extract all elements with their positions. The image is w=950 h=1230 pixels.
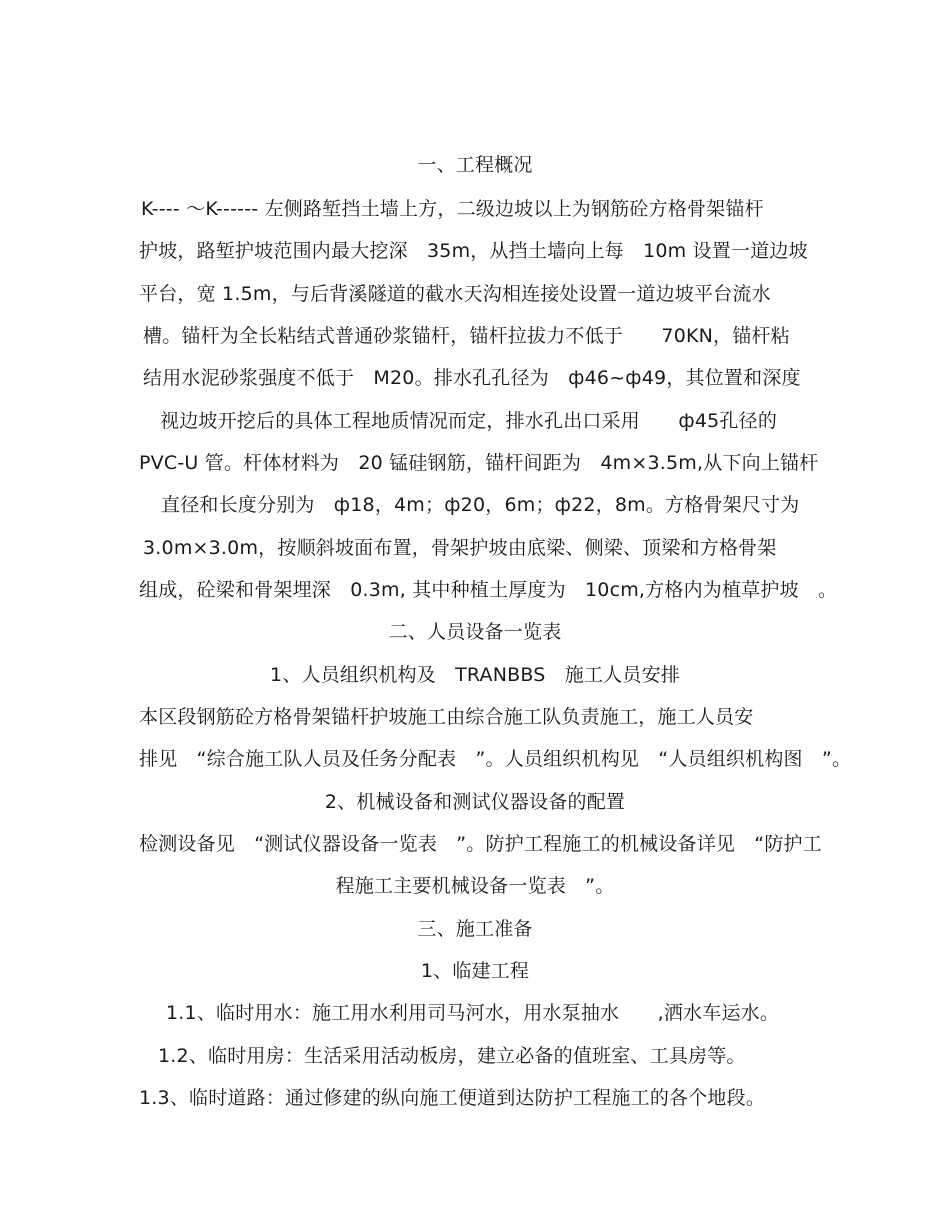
subheading-equipment: 2、机械设备和测试仪器设备的配置 bbox=[324, 791, 626, 813]
overview-line-9: 3.0m×3.0m，按顺斜坡面布置，骨架护坡由底梁、侧梁、顶梁和方格骨架 bbox=[143, 537, 777, 559]
temporary-housing-item: 1.2、临时用房：生活采用活动板房，建立必备的值班室、工具房等。 bbox=[158, 1045, 746, 1067]
overview-line-2: 护坡，路堑护坡范围内最大挖深 35m，从挡土墙向上每 10m 设置一道边坡 bbox=[139, 240, 808, 262]
section-heading-personnel: 二、人员设备一览表 bbox=[388, 621, 562, 643]
overview-line-5: 结用水泥砂浆强度不低于 M20。排水孔孔径为 ф46~ф49，其位置和深度 bbox=[143, 367, 801, 389]
overview-line-10: 组成，砼梁和骨架埋深 0.3m, 其中种植土厚度为 10cm,方格内为植草护坡 。 bbox=[139, 579, 838, 601]
subheading-temporary-works: 1、临建工程 bbox=[420, 960, 530, 982]
overview-line-8: 直径和长度分别为 ф18，4m；ф20，6m；ф22，8m。方格骨架尺寸为 bbox=[161, 494, 800, 516]
subheading-organization: 1、人员组织机构及 TRANBBS 施工人员安排 bbox=[270, 664, 680, 686]
equipment-line-1: 检测设备见 “测试仪器设备一览表 ”。防护工程施工的机械设备详见 “防护工 bbox=[139, 833, 822, 855]
section-heading-overview: 一、工程概况 bbox=[417, 154, 533, 176]
section-heading-preparation: 三、施工准备 bbox=[417, 918, 533, 940]
overview-line-3: 平台，宽 1.5m，与后背溪隧道的截水天沟相连接处设置一道边坡平台流水 bbox=[139, 283, 771, 305]
equipment-line-2: 程施工主要机械设备一览表 ”。 bbox=[335, 875, 615, 897]
overview-line-6: 视边坡开挖后的具体工程地质情况而定，排水孔出口采用 ф45孔径的 bbox=[160, 410, 778, 432]
overview-line-7: PVC-U 管。杆体材料为 20 锰硅钢筋，锚杆间距为 4m×3.5m,从下向上锚杆 bbox=[139, 452, 819, 474]
temporary-road-item: 1.3、临时道路：通过修建的纵向施工便道到达防护工程施工的各个地段。 bbox=[139, 1087, 766, 1109]
personnel-line-2: 排见 “综合施工队人员及任务分配表 ”。人员组织机构见 “人员组织机构图 ”。 bbox=[139, 748, 852, 770]
overview-line-4: 槽。锚杆为全长粘结式普通砂浆锚杆，锚杆拉拔力不低于 70KN，锚杆粘 bbox=[143, 325, 790, 347]
personnel-line-1: 本区段钢筋砼方格骨架锚杆护坡施工由综合施工队负责施工，施工人员安 bbox=[139, 706, 754, 728]
temporary-water-item: 1.1、临时用水：施工用水利用司马河水，用水泵抽水 ,洒水车运水。 bbox=[166, 1002, 780, 1024]
overview-line-1: K---- ～K------ 左侧路堑挡土墙上方，二级边坡以上为钢筋砼方格骨架锚杆 bbox=[141, 198, 764, 220]
